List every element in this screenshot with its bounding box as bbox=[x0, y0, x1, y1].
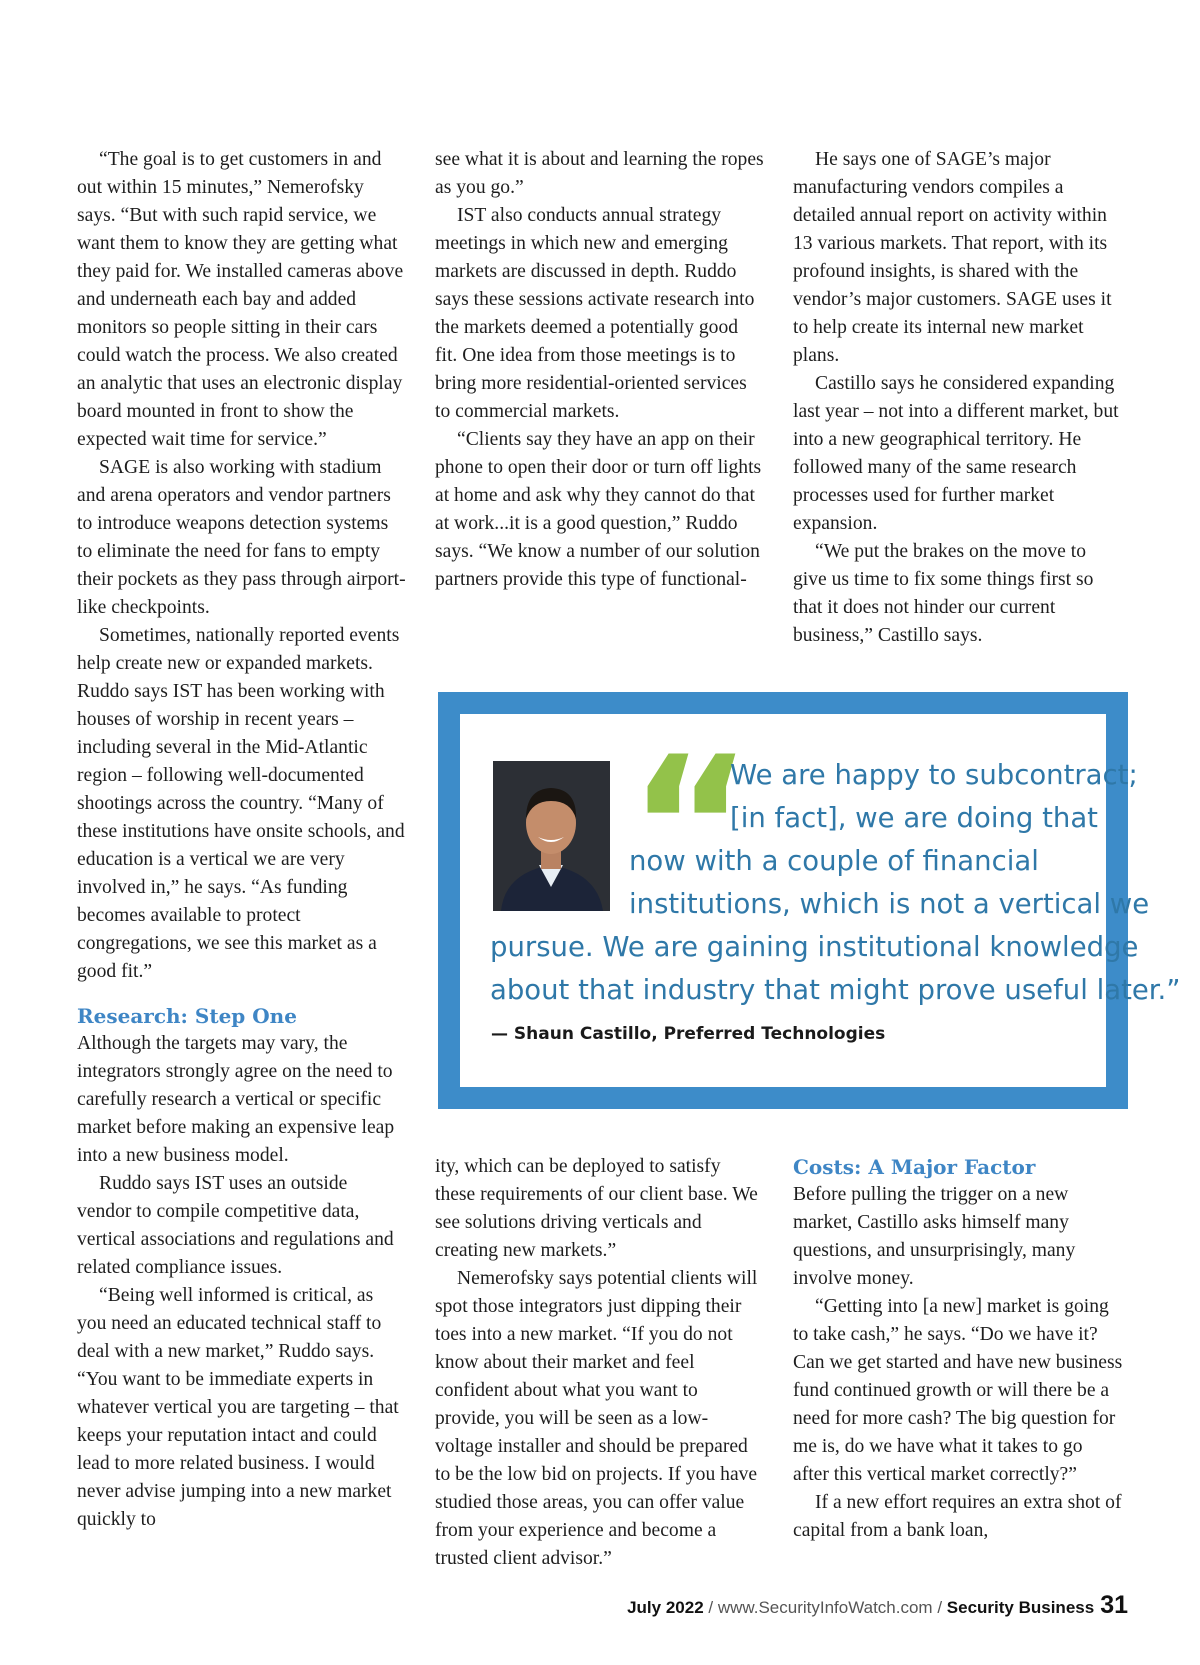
headshot-photo bbox=[493, 761, 610, 911]
quote-mark-icon: “ bbox=[628, 716, 739, 937]
paragraph: ity, which can be deployed to satisfy these requirements of our client base. We see solutions driving verticals and creating new markets.” bbox=[435, 1156, 758, 1261]
paragraph: “The goal is to get customers in and out within 15 minutes,” Nemerofsky says. “But with such rapid service, we want them to know they are getting what they paid for. We installed cameras above and underneath each bay and added monitors so people sitting in their cars could watch the process. We also created an analytic that uses an electronic display board mounted in front to show the expected wait time for service.” bbox=[77, 149, 404, 450]
page-footer bbox=[627, 1591, 1128, 1620]
column-1 bbox=[77, 146, 406, 1534]
pull-quote-line: about that industry that might prove useful later.” bbox=[490, 974, 1181, 1006]
pull-quote-line: institutions, which is not a vertical we bbox=[629, 888, 1150, 920]
column-2-bottom bbox=[435, 1153, 765, 1573]
pull-quote-line: [in fact], we are doing that bbox=[730, 802, 1098, 834]
paragraph: “Clients say they have an app on their phone to open their door or turn off lights at home and ask why they cannot do that at work...it is a good question,” Ruddo says. “We know a number of our solution partners provide this type of functional- bbox=[435, 429, 762, 590]
section-heading-research: Research: Step One bbox=[77, 1004, 297, 1028]
paragraph: If a new effort requires an extra shot of capital from a bank loan, bbox=[793, 1492, 1122, 1541]
paragraph: Castillo says he considered expanding last year – not into a different market, but into a new geographical territory. He followed many of the same research processes used for further market expansion. bbox=[793, 373, 1119, 534]
pull-quote-line: now with a couple of financial bbox=[629, 845, 1039, 877]
paragraph: “Getting into [a new] market is going to take cash,” he says. “Do we have it? Can we get started and have new business fund continued growth or will there be a need for more cash? The big question for me is, do we have what it takes to go after this vertical market correctly?” bbox=[793, 1296, 1123, 1485]
column-3-top bbox=[793, 146, 1123, 650]
footer-date: July 2022 bbox=[627, 1598, 704, 1617]
paragraph: He says one of SAGE’s major manufacturing vendors compiles a detailed annual report on activity within 13 various markets. That report, with its profound insights, is shared with the vendor’s major customers. SAGE uses it to help create its internal new market plans. bbox=[793, 149, 1112, 366]
footer-separator: / bbox=[932, 1598, 947, 1617]
paragraph: Although the targets may vary, the integrators strongly agree on the need to carefully research a vertical or specific market before making an expensive leap into a new business model. bbox=[77, 1033, 395, 1166]
footer-separator: / bbox=[703, 1598, 718, 1617]
paragraph: Ruddo says IST uses an outside vendor to compile competitive data, vertical associations and regulations and related compliance issues. bbox=[77, 1173, 394, 1278]
paragraph: Before pulling the trigger on a new market, Castillo asks himself many questions, and unsurprisingly, many involve money. bbox=[793, 1184, 1076, 1289]
column-2-top bbox=[435, 146, 765, 594]
person-photo-icon bbox=[493, 761, 610, 911]
paragraph: “Being well informed is critical, as you need an educated technical staff to deal with a new market,” Ruddo says. “You want to be immediate experts in whatever vertical you are targeting – that keeps your reputation intact and could lead to more related business. I would never advise jumping into a new market quickly to bbox=[77, 1285, 399, 1530]
paragraph: IST also conducts annual strategy meetings in which new and emerging markets are discussed in depth. Ruddo says these sessions activate research into the markets deemed a potentially good fit. One idea from those meetings is to bring more residential-oriented services to commercial markets. bbox=[435, 205, 755, 422]
column-3-bottom bbox=[793, 1153, 1123, 1545]
pull-quote-attribution: — Shaun Castillo, Preferred Technologies bbox=[491, 1024, 886, 1044]
paragraph: Sometimes, nationally reported events help create new or expanded markets. Ruddo says IST has been working with houses of worship in recent years – including several in the Mid-Atlantic region – following well-documented shootings across the country. “Many of these institutions have onsite schools, and education is a vertical we are very involved in,” he says. “As funding becomes available to protect congregations, we see this market as a good fit.” bbox=[77, 625, 405, 982]
footer-magazine: Security Business bbox=[946, 1598, 1095, 1617]
footer-url: www.SecurityInfoWatch.com bbox=[717, 1598, 933, 1617]
paragraph: Nemerofsky says potential clients will spot those integrators just dipping their toes into a new market. “If you do not know about their market and feel confident about what you want to provide, you will be seen as a low-voltage installer and should be prepared to be the low bid on projects. If you have studied those areas, you can offer value from your experience and become a trusted client advisor.” bbox=[435, 1268, 758, 1569]
paragraph: SAGE is also working with stadium and arena operators and vendor partners to introduce weapons detection systems to eliminate the need for fans to empty their pockets as they pass through airport-like checkpoints. bbox=[77, 457, 406, 618]
paragraph: see what it is about and learning the ropes as you go.” bbox=[435, 149, 764, 198]
pull-quote-line: We are happy to subcontract; bbox=[730, 759, 1138, 791]
page-number: 31 bbox=[1100, 1591, 1128, 1619]
section-heading-costs: Costs: A Major Factor bbox=[793, 1155, 1036, 1179]
paragraph: “We put the brakes on the move to give us time to fix some things first so that it does not hinder our current business,” Castillo says. bbox=[793, 541, 1094, 646]
pull-quote-line: pursue. We are gaining institutional knowledge bbox=[490, 931, 1139, 963]
